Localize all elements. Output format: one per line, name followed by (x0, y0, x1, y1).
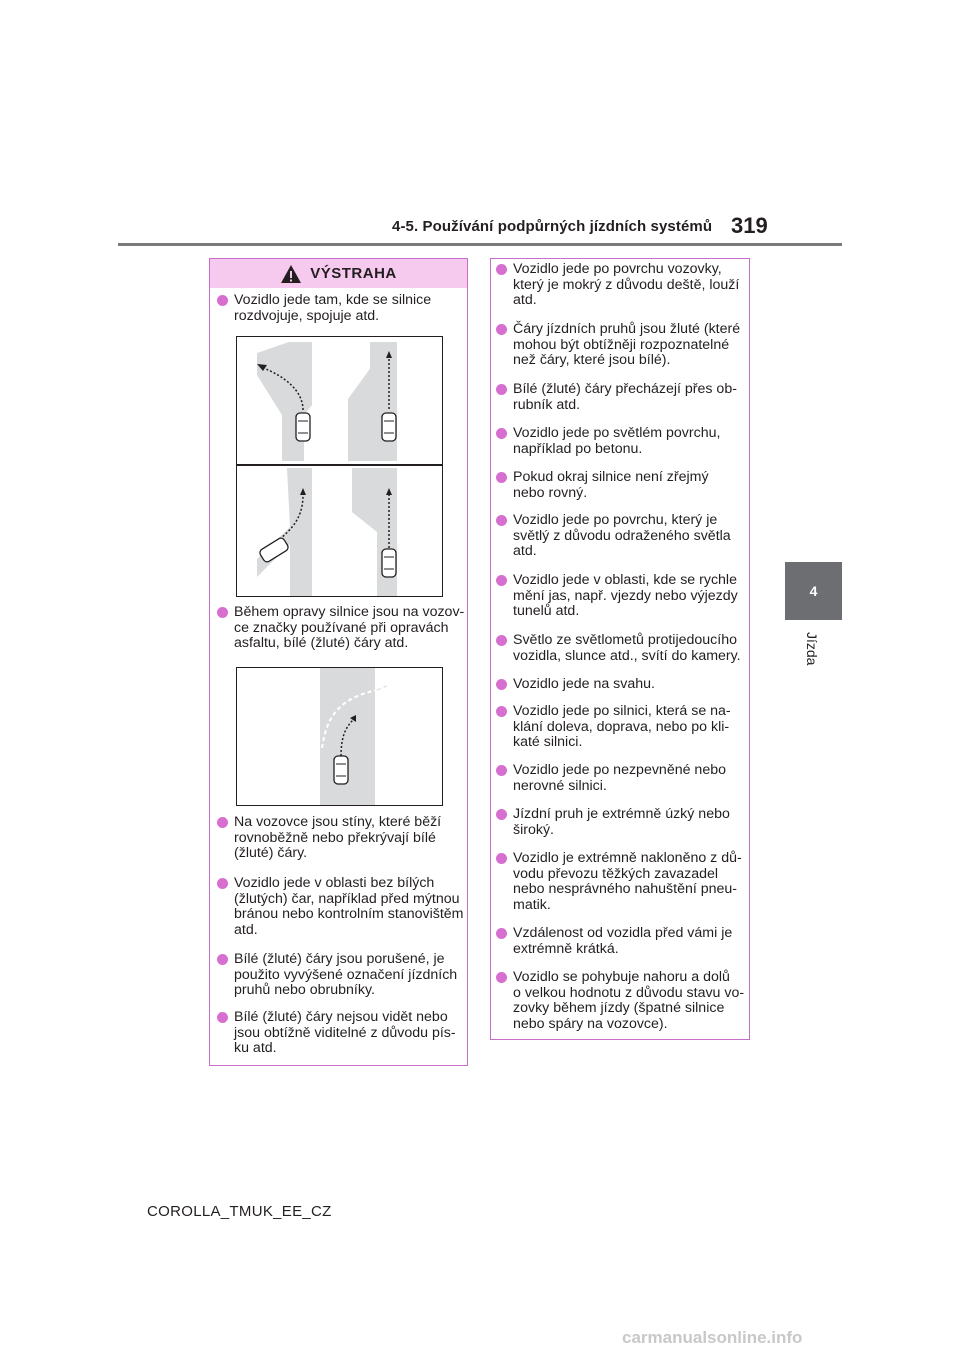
continued-item-text: Vozidlo jede po povrchu, který je světlý z důvodu odraženého světla atd. (513, 512, 731, 559)
continued-item (494, 470, 749, 501)
continued-item (494, 677, 749, 693)
continued-item-text: Vozidlo se pohybuje nahoru a dolů o velkou hodnotu z důvodu stavu vo- zovky během jízdy (špatné silnice nebo spáry na vozovce). (513, 969, 745, 1032)
bullet-icon (496, 324, 507, 335)
figure-road-repair (236, 667, 443, 806)
fork-merge-illustration (237, 337, 442, 596)
bullet-icon (496, 384, 507, 395)
car-icon (334, 756, 348, 784)
continued-item (494, 426, 749, 457)
continued-item (494, 763, 749, 794)
road-repair-illustration (237, 668, 442, 805)
warning-item (215, 815, 465, 862)
continued-item-text: Světlo ze světlometů protijedoucího vozidla, slunce atd., svítí do kamery. (513, 632, 741, 664)
warning-item (215, 293, 465, 324)
continued-item (494, 704, 749, 751)
bullet-icon (217, 607, 228, 618)
warning-triangle-icon (280, 264, 302, 284)
continued-item-text: Čáry jízdních pruhů jsou žluté (které mohou být obtížněji rozpoznatelné než čáry, které jsou bílé). (513, 321, 741, 368)
continued-item-text: Vozidlo jede na svahu. (513, 676, 655, 692)
warning-item-text: Bílé (žluté) čáry jsou porušené, je použito vyvýšené označení jízdních pruhů nebo obrubníky. (234, 951, 458, 998)
continued-item (494, 851, 749, 913)
warning-title: VÝSTRAHA (310, 265, 397, 282)
continued-item-text: Vozidlo jede po povrchu vozovky, který je mokrý z důvodu deště, louží atd. (513, 261, 740, 308)
warning-item-text: Vozidlo jede tam, kde se silnice rozdvojuje, spojuje atd. (234, 292, 432, 324)
continued-item-text: Vozidlo jede po světlém povrchu, například po betonu. (513, 425, 721, 457)
bullet-icon (496, 765, 507, 776)
continued-item (494, 322, 749, 369)
chapter-label (800, 632, 830, 682)
continued-box (490, 258, 750, 1040)
continued-item (494, 262, 749, 309)
bullet-icon (496, 428, 507, 439)
continued-item (494, 513, 749, 560)
chapter-label-text: Jízda (804, 632, 820, 666)
page-number: 319 (731, 213, 768, 238)
bullet-icon (496, 635, 507, 646)
warning-item-text: Bílé (žluté) čáry nejsou vidět nebo jsou obtížně viditelné z důvodu pís- ku atd. (234, 1009, 456, 1056)
footer-code: COROLLA_TMUK_EE_CZ (147, 1203, 332, 1220)
watermark: carmanualsonline.info (622, 1328, 803, 1347)
continued-item-text: Vozidlo jede po nezpevněné nebo nerovné silnici. (513, 762, 726, 794)
bullet-icon (217, 817, 228, 828)
bullet-icon (217, 1012, 228, 1023)
bullet-icon (496, 515, 507, 526)
warning-item (215, 952, 465, 999)
continued-item-text: Vozidlo jede v oblasti, kde se rychle mění jas, např. vjezdy nebo výjezdy tunelů atd. (513, 572, 738, 619)
continued-item-text: Pokud okraj silnice není zřejmý nebo rovný. (513, 469, 709, 501)
chapter-tab (785, 562, 842, 620)
bullet-icon (217, 878, 228, 889)
continued-item (494, 926, 749, 957)
chapter-number: 4 (809, 583, 818, 599)
continued-item-text: Jízdní pruh je extrémně úzký nebo široký. (513, 806, 730, 838)
continued-item (494, 807, 749, 838)
bullet-icon (496, 679, 507, 690)
warning-item (215, 605, 465, 652)
bullet-icon (496, 472, 507, 483)
warning-item-text: Vozidlo jede v oblasti bez bílých (žlutých) čar, například před mýtnou bránou nebo kontrolním stanovištěm atd. (234, 875, 464, 938)
continued-item-text: Bílé (žluté) čáry přecházejí přes ob- rubník atd. (513, 381, 737, 413)
header-title: 4-5. Používání podpůrných jízdních systémů (392, 218, 713, 235)
continued-item (494, 573, 749, 620)
bullet-icon (496, 972, 507, 983)
warning-item (215, 876, 465, 938)
continued-item (494, 633, 749, 664)
warning-box (209, 258, 468, 1066)
continued-item-text: Vozidlo je extrémně nakloněno z dů- vodu převozu těžkých zavazadel nebo nesprávného nahuštění pneu- matik. (513, 850, 742, 913)
warning-item-text: Na vozovce jsou stíny, které běží rovnoběžně nebo překrývají bílé (žluté) čáry. (234, 814, 442, 861)
continued-item (494, 970, 749, 1032)
warning-item (215, 1010, 465, 1057)
header-rule (118, 243, 842, 246)
warning-item-text: Během opravy silnice jsou na vozov- ce značky používané při opravách asfaltu, bílé (žluté) čáry atd. (234, 604, 465, 651)
continued-item-text: Vzdálenost od vozidla před vámi je extrémně krátká. (513, 925, 733, 957)
bullet-icon (496, 575, 507, 586)
bullet-icon (496, 809, 507, 820)
bullet-icon (217, 954, 228, 965)
bullet-icon (217, 295, 228, 306)
continued-item-text: Vozidlo jede po silnici, která se na- klání doleva, doprava, nebo po kli- katé silnici. (513, 703, 731, 750)
bullet-icon (496, 853, 507, 864)
figure-fork-merge (236, 336, 443, 597)
bullet-icon (496, 706, 507, 717)
bullet-icon (496, 928, 507, 939)
bullet-icon (496, 264, 507, 275)
continued-item (494, 382, 749, 413)
warning-header (210, 259, 467, 288)
